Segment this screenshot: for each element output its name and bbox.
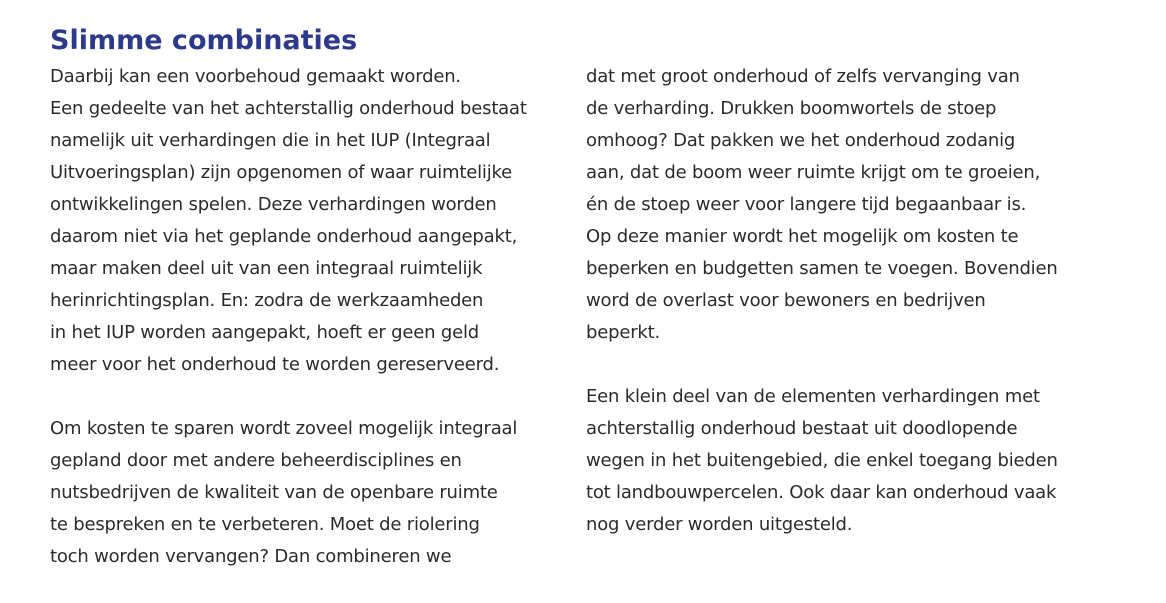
text-line: toch worden vervangen? Dan combineren we — [50, 546, 452, 567]
text-line: aan, dat de boom weer ruimte krijgt om te groeien, — [586, 162, 1041, 183]
text-line: ontwikkelingen spelen. Deze verhardingen worden — [50, 194, 497, 215]
text-line: Om kosten te sparen wordt zoveel mogelijk integraal — [50, 418, 518, 439]
text-line: daarom niet via het geplande onderhoud aangepakt, — [50, 226, 518, 247]
text-line: Op deze manier wordt het mogelijk om kosten te — [586, 226, 1019, 247]
text-line: word de overlast voor bewoners en bedrijven — [586, 290, 986, 311]
text-line: Daarbij kan een voorbehoud gemaakt worden. — [50, 66, 461, 87]
page-title: Slimme combinaties — [50, 25, 358, 56]
text-line: beperken en budgetten samen te voegen. Bovendien — [586, 258, 1058, 279]
text-line: nog verder worden uitgesteld. — [586, 514, 853, 535]
text-line: tot landbouwpercelen. Ook daar kan onderhoud vaak — [586, 482, 1057, 503]
paragraph-gap — [50, 381, 570, 413]
text-line: én de stoep weer voor langere tijd begaanbaar is. — [586, 194, 1027, 215]
text-line: Een klein deel van de elementen verhardingen met — [586, 386, 1040, 407]
text-line: te bespreken en te verbeteren. Moet de riolering — [50, 514, 480, 535]
text-line: nutsbedrijven de kwaliteit van de openbare ruimte — [50, 482, 498, 503]
text-line: dat met groot onderhoud of zelfs vervanging van — [586, 66, 1020, 87]
text-line: de verharding. Drukken boomwortels de stoep — [586, 98, 997, 119]
text-line: in het IUP worden aangepakt, hoeft er geen geld — [50, 322, 479, 343]
text-line: herinrichtingsplan. En: zodra de werkzaamheden — [50, 290, 484, 311]
text-column-left — [50, 61, 570, 573]
paragraph-gap — [586, 349, 1126, 381]
text-line: meer voor het onderhoud te worden gereserveerd. — [50, 354, 500, 375]
text-line: wegen in het buitengebied, die enkel toegang bieden — [586, 450, 1058, 471]
text-line: Een gedeelte van het achterstallig onderhoud bestaat — [50, 98, 527, 119]
text-line: beperkt. — [586, 322, 661, 343]
text-line: namelijk uit verhardingen die in het IUP (Integraal — [50, 130, 491, 151]
text-line: maar maken deel uit van een integraal ruimtelijk — [50, 258, 483, 279]
text-line: gepland door met andere beheerdisciplines en — [50, 450, 462, 471]
text-line: Uitvoeringsplan) zijn opgenomen of waar ruimtelijke — [50, 162, 512, 183]
text-line: achterstallig onderhoud bestaat uit doodlopende — [586, 418, 1018, 439]
text-column-right — [586, 61, 1126, 541]
text-line: omhoog? Dat pakken we het onderhoud zodanig — [586, 130, 1016, 151]
